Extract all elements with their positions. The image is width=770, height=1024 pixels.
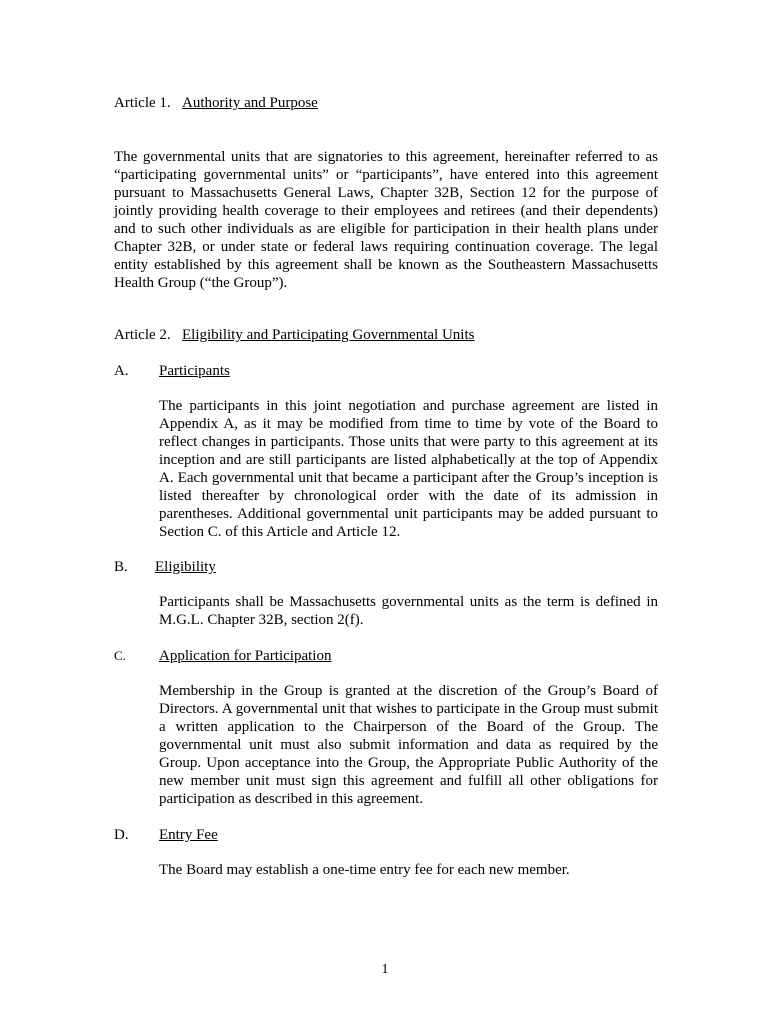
section-c-heading	[114, 647, 331, 665]
section-a-heading	[114, 362, 230, 380]
section-d-title: Entry Fee	[159, 827, 218, 843]
section-b-title: Eligibility	[155, 559, 216, 575]
section-b-letter: B.	[114, 559, 128, 575]
article-1-heading	[114, 94, 318, 112]
article-2-heading	[114, 326, 474, 344]
section-a-body: The participants in this joint negotiation and purchase agreement are listed in Appendix A, as it may be modified from time to time by vote of the Board to reflect changes in participants. Those units that were party to this agreement at its inception and are still participants are listed alphabetically at the top of Appendix A. Each governmental unit that became a participant after the Group’s inception is listed thereafter by chronological order with the date of its admission in parentheses. Additional governmental unit participants may be added pursuant to Section C. of this Article and Article 12.	[159, 398, 658, 540]
page-number: 1	[381, 962, 389, 977]
article-1-label: Article 1.	[114, 95, 171, 111]
article-1-body: The governmental units that are signatories to this agreement, hereinafter referred to as “participating governmental units” or “participants”, have entered into this agreement pursuant to Massachusetts General Laws, Chapter 32B, Section 12 for the purpose of jointly providing health coverage to their employees and retirees (and their dependents) and to such other individuals as are eligible for participation in their health plans under Chapter 32B, or under state or federal laws requiring continuation coverage. The legal entity established by this agreement shall be known as the Southeastern Massachusetts Health Group (“the Group”).	[114, 149, 658, 291]
article-1-title: Authority and Purpose	[182, 95, 318, 111]
article-2-label: Article 2.	[114, 327, 171, 343]
section-d-body: The Board may establish a one-time entry fee for each new member.	[159, 862, 570, 878]
section-d-heading	[114, 826, 218, 844]
section-c-letter: C.	[114, 648, 126, 663]
section-b-body: Participants shall be Massachusetts governmental units as the term is defined in M.G.L. Chapter 32B, section 2(f).	[159, 594, 658, 628]
section-a-title: Participants	[159, 363, 230, 379]
section-c-title: Application for Participation	[159, 648, 332, 664]
section-d-letter: D.	[114, 827, 129, 843]
section-b-heading	[114, 558, 216, 576]
section-c-body: Membership in the Group is granted at the discretion of the Group’s Board of Directors. A governmental unit that wishes to participate in the Group must submit a written application to the Chairperson of the Board of the Group. The governmental unit must also submit information and data as required by the Group. Upon acceptance into the Group, the Appropriate Public Authority of the new member unit must sign this agreement and fulfill all other obligations for participation as described in this agreement.	[159, 683, 658, 807]
section-a-letter: A.	[114, 363, 129, 379]
article-2-title: Eligibility and Participating Governmental Units	[182, 327, 475, 343]
